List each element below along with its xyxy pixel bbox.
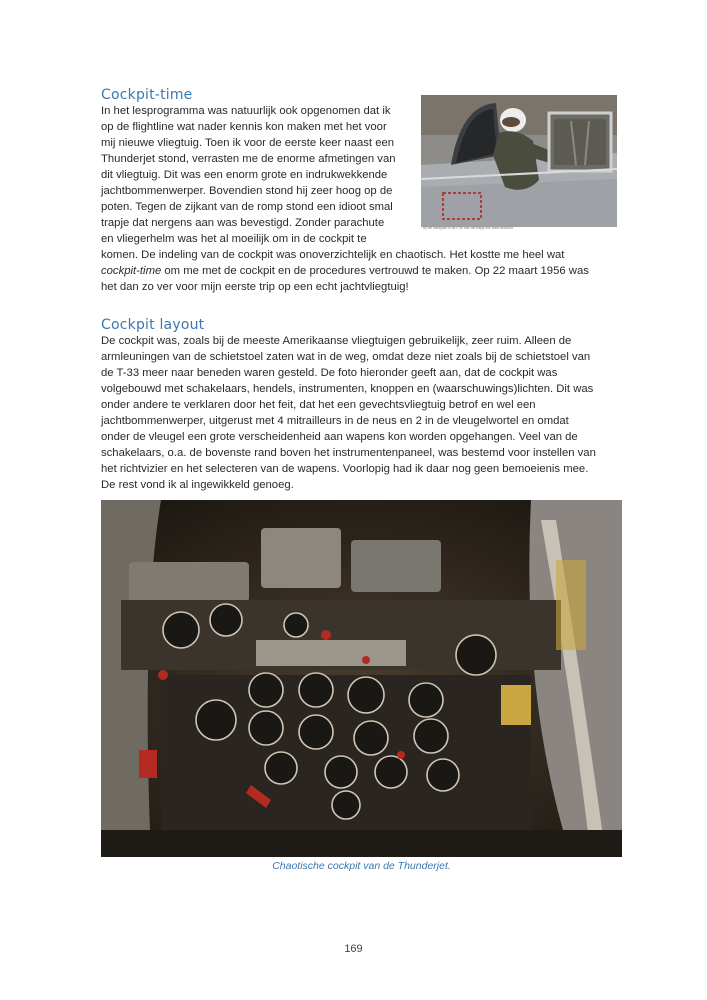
text-line: jachtbommenwerper. Bovendien stond hij zeer hoog op de: [101, 185, 393, 197]
photo-pilot-in-cockpit-drawing: [421, 95, 617, 227]
text-line: poten. Tegen de zijkant van de romp stond een idioot smal: [101, 201, 393, 213]
text-line: jachtbommenwerper, uitgerust met 4 mitrailleurs in de neus en 2 in de vleugelwortel en omdat: [101, 415, 569, 427]
text-line: onder de vleugel een grote verscheidenheid aan wapens kon worden opgehangen. Veel van de: [101, 431, 578, 443]
text-line: het richtvizier en het selecteren van de wapens. Voorlopig had ik daar nog geen bemoeienis mee.: [101, 463, 589, 475]
text-line: [101, 263, 626, 279]
section-heading-cockpit-time: Cockpit-time: [101, 87, 193, 103]
section-heading-cockpit-layout: Cockpit layout: [101, 317, 205, 333]
photo-caption-tiny: Bij het instappen in de F-84 was het trapje een waar avontuur.: [423, 226, 514, 230]
text-line: komen. De indeling van de cockpit was onoverzichtelijk en chaotisch. Het kostte me heel wat: [101, 249, 565, 261]
page-number: 169: [344, 943, 363, 955]
photo-pilot-in-cockpit: [421, 95, 617, 230]
text-line: het dan zo ver voor mijn eerste trip op een echt jachtvliegtuig!: [101, 281, 409, 293]
section1-paragraph: [101, 103, 421, 247]
text-line: op de flightline wat nader kennis kon maken met het voor: [101, 121, 387, 133]
text-line: trapje dat nergens aan was bevestigd. Zonder parachute: [101, 217, 385, 229]
text-line: In het lesprogramma was natuurlijk ook opgenomen dat ik: [101, 105, 391, 117]
text-line: Thunderjet stond, verrasten me de enorme afmetingen van: [101, 153, 396, 165]
emphasis-cockpit-time: cockpit-time: [101, 265, 162, 277]
text-span: om me met de cockpit en de procedures vertrouwd te maken. Op 22 maart 1956 was: [161, 265, 589, 277]
text-line: en vliegerhelm was het al moeilijk om in de cockpit te: [101, 233, 367, 245]
text-line: dit vliegtuig. Dit was een enorm grote en indrukwekkende: [101, 169, 388, 181]
photo-caption: Chaotische cockpit van de Thunderjet.: [272, 860, 451, 872]
text-line: onder andere te verklaren door het feit, dat het een gevechtsvliegtuig betrof en wel een: [101, 399, 536, 411]
text-line: armleuningen van de schietstoel zaten wat in de weg, omdat deze niet zoals bij de schietstoel van: [101, 351, 591, 363]
text-line: De rest vond ik al ingewikkeld genoeg.: [101, 479, 294, 491]
photo-cockpit-instrument-panel: [101, 500, 622, 857]
section2-paragraph: [101, 333, 626, 493]
text-line: volgebouwd met schakelaars, hendels, instrumenten, knoppen en (waarschuwings)lichten. Dit was: [101, 383, 594, 395]
text-line: de T-33 meer naar beneden waren gesteld. De foto hieronder geeft aan, dat de cockpit was: [101, 367, 558, 379]
text-line: schakelaars, o.a. de bovenste rand boven het instrumentenpaneel, was bestemd voor instellen van: [101, 447, 596, 459]
text-line: mij nieuwe vliegtuig. Toen ik voor de eerste keer naast een: [101, 137, 395, 149]
text-line: De cockpit was, zoals bij de meeste Amerikaanse vliegtuigen gebruikelijk, zeer ruim. Alleen de: [101, 335, 572, 347]
photo-cockpit-drawing: [101, 500, 622, 857]
section1-paragraph-continued: [101, 247, 626, 295]
